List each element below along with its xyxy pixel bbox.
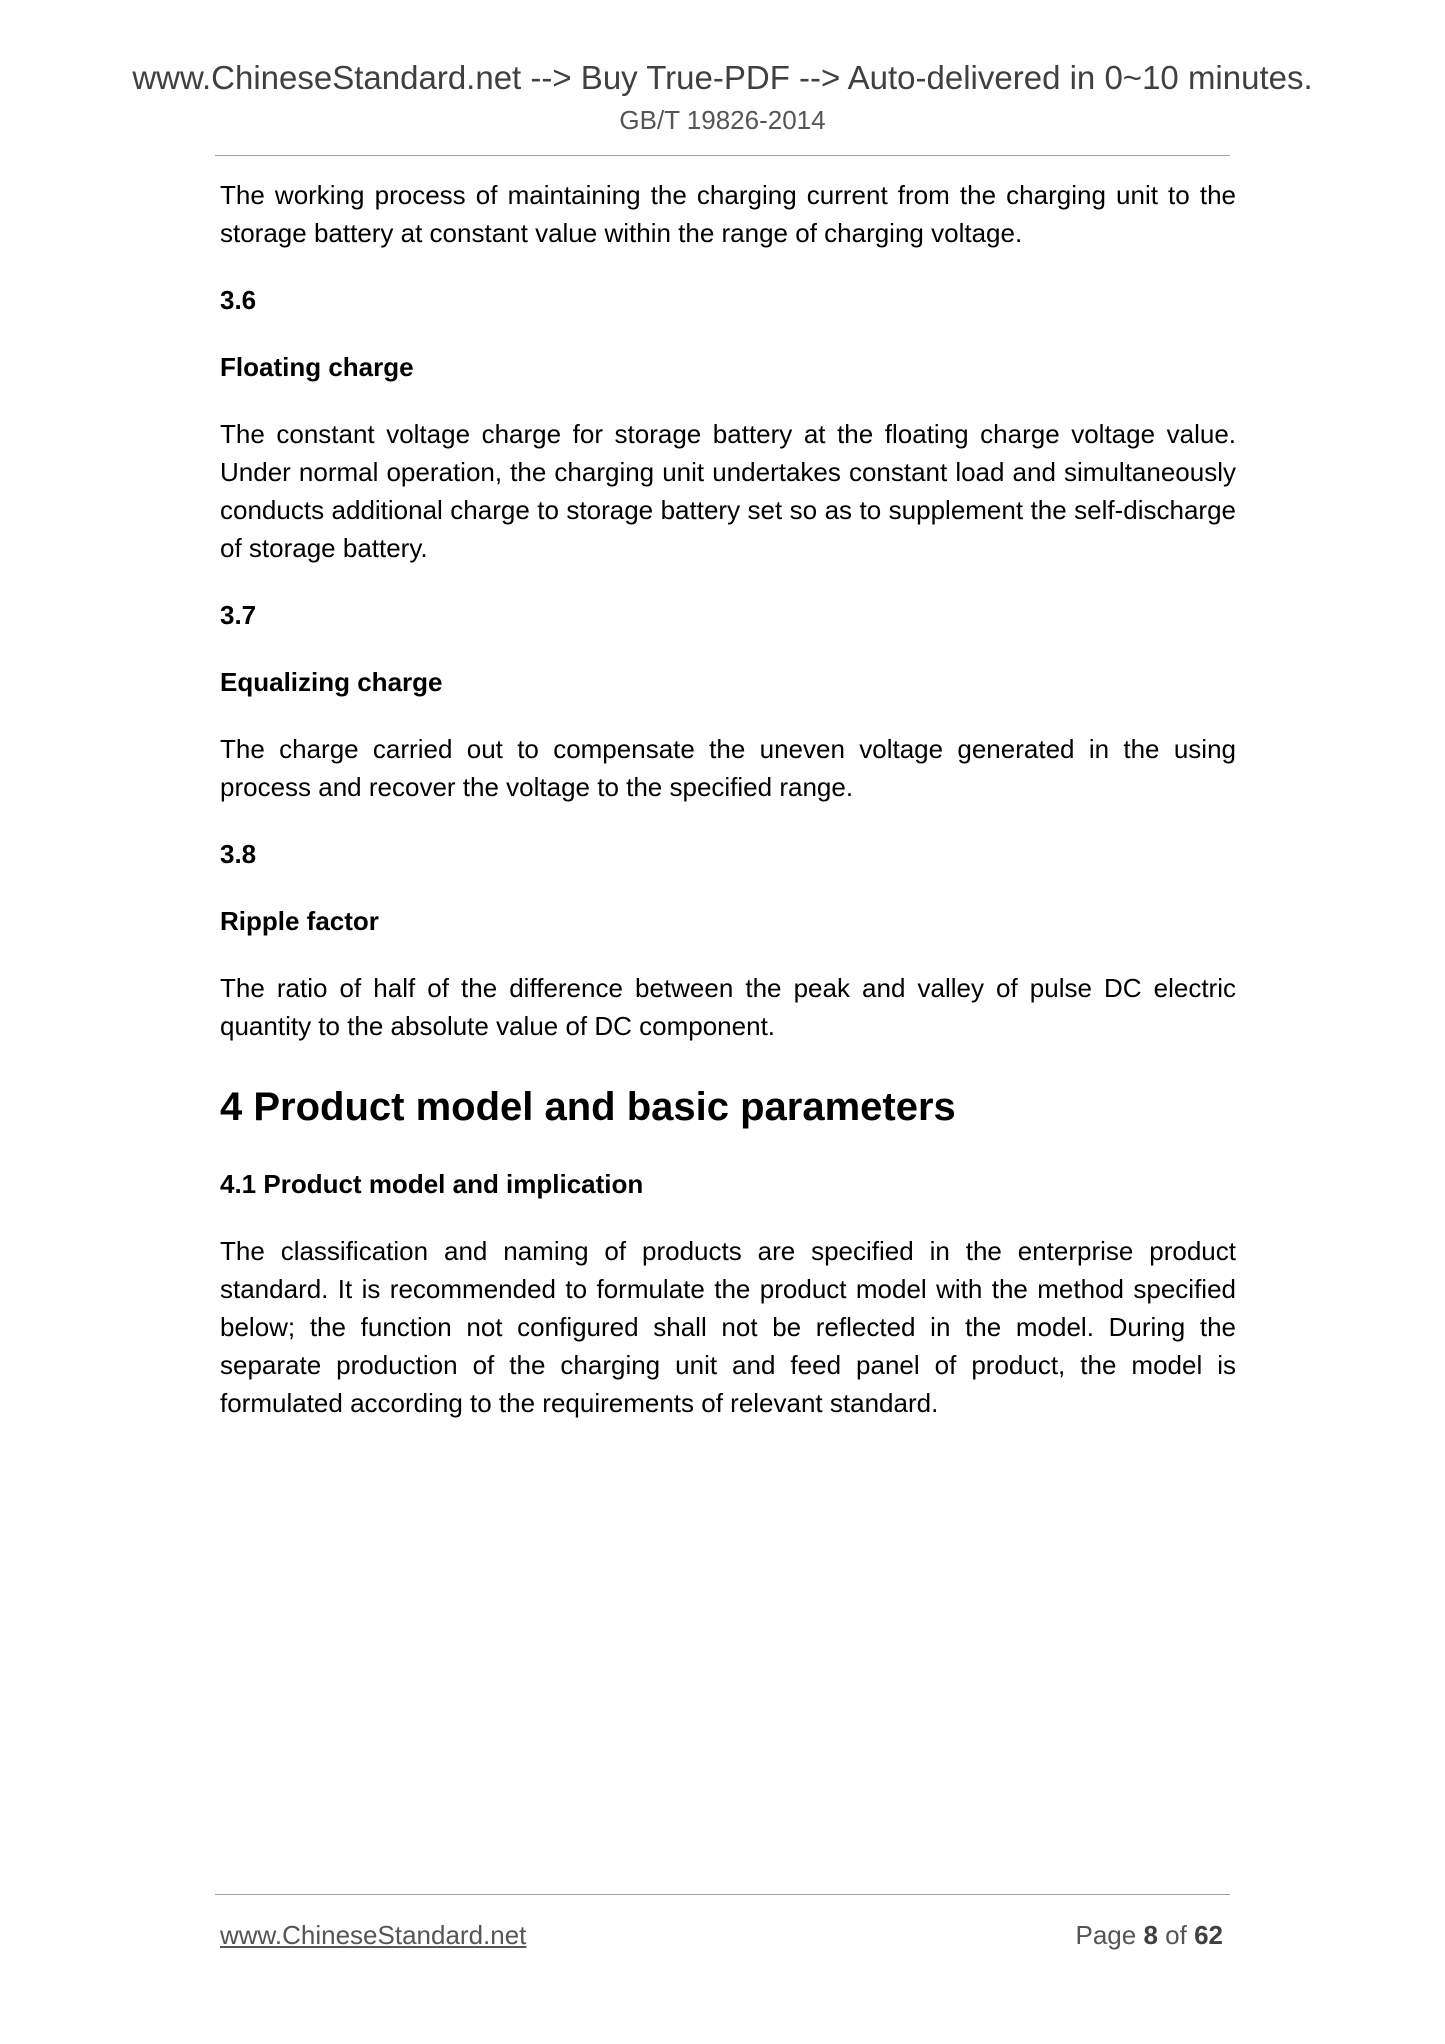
header-divider	[215, 155, 1230, 156]
page-current: 8	[1143, 1920, 1158, 1950]
term-number: 3.6	[220, 285, 257, 315]
clause-heading: 4 Product model and basic parameters	[220, 1085, 956, 1129]
page-label: Page	[1075, 1920, 1137, 1950]
page-indicator	[1075, 1918, 1223, 1952]
term-number: 3.7	[220, 600, 257, 630]
term-title: Ripple factor	[220, 906, 379, 936]
term-definition: The constant voltage charge for storage battery at the floating charge voltage value. Under normal operation, the charging unit undertakes constant load and simultaneously conducts additional charge to storage battery set so as to supplement the self-discharge of storage battery.	[220, 419, 1236, 563]
term-title: Equalizing charge	[220, 667, 443, 697]
document-body	[220, 176, 1236, 1422]
page-of: of	[1165, 1920, 1187, 1950]
site-banner: www.ChineseStandard.net --> Buy True-PDF --> Auto-delivered in 0~10 minutes.	[132, 59, 1313, 96]
standard-code: GB/T 19826-2014	[619, 105, 826, 135]
page-total: 62	[1194, 1920, 1223, 1950]
subclause-paragraph: The classification and naming of products are specified in the enterprise product standard. It is recommended to formulate the product model with the method specified below; the function not configured shall not be reflected in the model. During the separate production of the charging unit and feed panel of product, the model is formulated according to the requirements of relevant standard.	[220, 1236, 1236, 1418]
term-title: Floating charge	[220, 352, 414, 382]
footer-divider	[215, 1894, 1230, 1895]
subclause-heading: 4.1 Product model and implication	[220, 1169, 644, 1199]
term-definition: The ratio of half of the difference between the peak and valley of pulse DC electric quantity to the absolute value of DC component.	[220, 973, 1236, 1041]
term-number: 3.8	[220, 839, 257, 869]
intro-paragraph: The working process of maintaining the charging current from the charging unit to the storage battery at constant value within the range of charging voltage.	[220, 180, 1236, 248]
footer-website-link[interactable]: www.ChineseStandard.net	[220, 1920, 527, 1950]
term-definition: The charge carried out to compensate the uneven voltage generated in the using process and recover the voltage to the specified range.	[220, 734, 1236, 802]
